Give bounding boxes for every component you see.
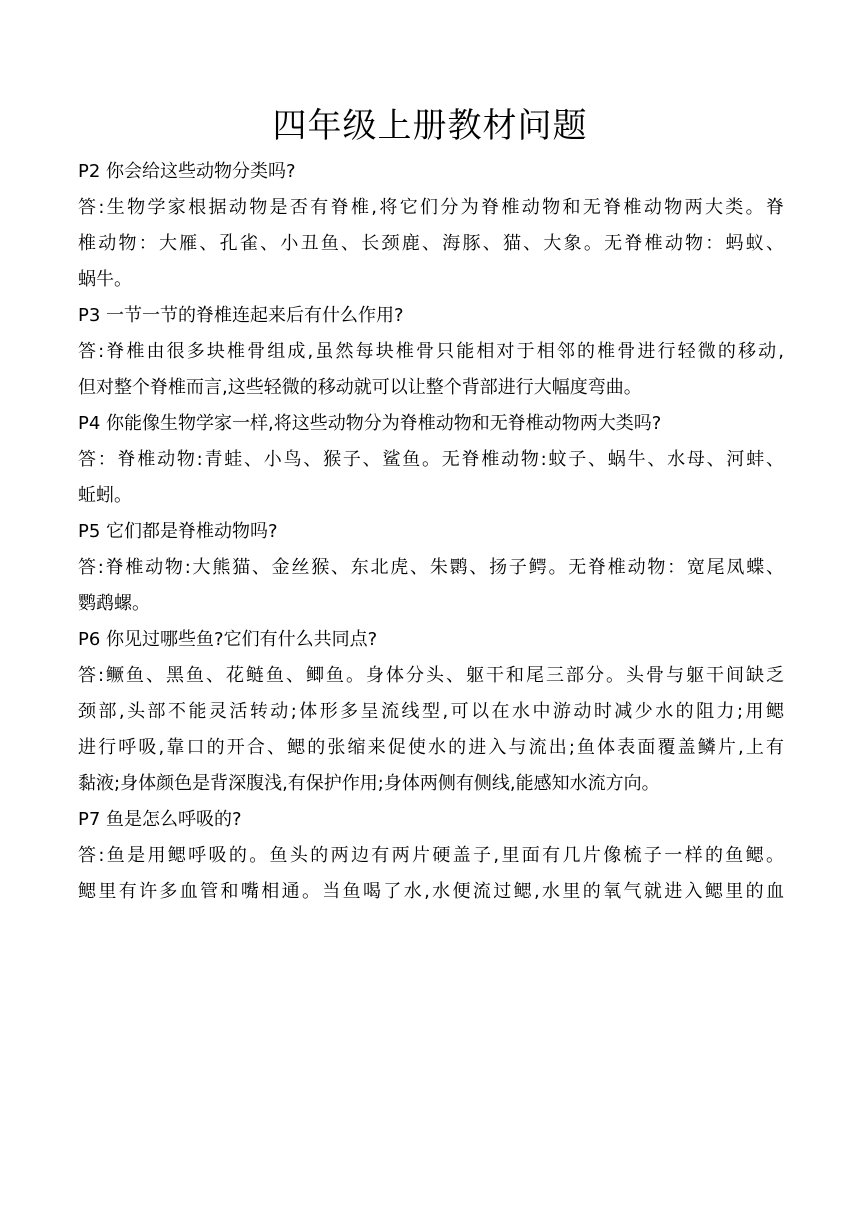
- answer-line: 鹦鹉螺。: [78, 593, 150, 614]
- question-p7: P7 鱼是怎么呼吸的?: [78, 809, 242, 830]
- answer-line: 蚯蚓。: [78, 485, 132, 506]
- page-title: 四年级上册教材问题: [272, 106, 588, 146]
- answer-p5: [78, 550, 784, 622]
- answer-line: 颈部,头部不能灵活转动;体形多呈流线型,可以在水中游动时减少水的阻力;用鳃: [78, 701, 784, 722]
- answer-line: 蜗牛。: [78, 269, 132, 290]
- answer-p2: [78, 190, 784, 298]
- answer-p4: [78, 442, 784, 514]
- answer-p7: [78, 838, 784, 910]
- answer-p3: [78, 334, 784, 406]
- answer-line: 进行呼吸,靠口的开合、鳃的张缩来促使水的进入与流出;鱼体表面覆盖鳞片,上有: [78, 737, 784, 758]
- question-p2: P2 你会给这些动物分类吗?: [78, 161, 296, 182]
- question-p3: P3 一节一节的脊椎连起来后有什么作用?: [78, 305, 404, 326]
- answer-line: 答:生物学家根据动物是否有脊椎,将它们分为脊椎动物和无脊椎动物两大类。脊: [78, 197, 784, 218]
- answer-line: 鳃里有许多血管和嘴相通。当鱼喝了水,水便流过鳃,水里的氧气就进入鳃里的血: [78, 881, 784, 902]
- question-p5: P5 它们都是脊椎动物吗?: [78, 521, 278, 542]
- answer-line: 答:脊椎动物:大熊猫、金丝猴、东北虎、朱鹮、扬子鳄。无脊椎动物：宽尾凤蝶、: [78, 557, 784, 578]
- qa-list: [78, 154, 784, 910]
- question-p4: P4 你能像生物学家一样,将这些动物分为脊椎动物和无脊椎动物两大类吗?: [78, 413, 662, 434]
- question-p6: P6 你见过哪些鱼?它们有什么共同点?: [78, 629, 378, 650]
- answer-line: 椎动物：大雁、孔雀、小丑鱼、长颈鹿、海豚、猫、大象。无脊椎动物：蚂蚁、: [78, 233, 784, 254]
- answer-p6: [78, 658, 784, 802]
- answer-line: 答：脊椎动物:青蛙、小鸟、猴子、鲨鱼。无脊椎动物:蚊子、蜗牛、水母、河蚌、: [78, 449, 784, 470]
- answer-line: 答:鳜鱼、黑鱼、花鲢鱼、鲫鱼。身体分头、躯干和尾三部分。头骨与躯干间缺乏: [78, 665, 784, 686]
- answer-line: 答:鱼是用鳃呼吸的。鱼头的两边有两片硬盖子,里面有几片像梳子一样的鱼鳃。: [78, 845, 784, 866]
- answer-line: 但对整个脊椎而言,这些轻微的移动就可以让整个背部进行大幅度弯曲。: [78, 377, 642, 398]
- answer-line: 答:脊椎由很多块椎骨组成,虽然每块椎骨只能相对于相邻的椎骨进行轻微的移动,: [78, 341, 784, 362]
- answer-line: 黏液;身体颜色是背深腹浅,有保护作用;身体两侧有侧线,能感知水流方向。: [78, 773, 660, 794]
